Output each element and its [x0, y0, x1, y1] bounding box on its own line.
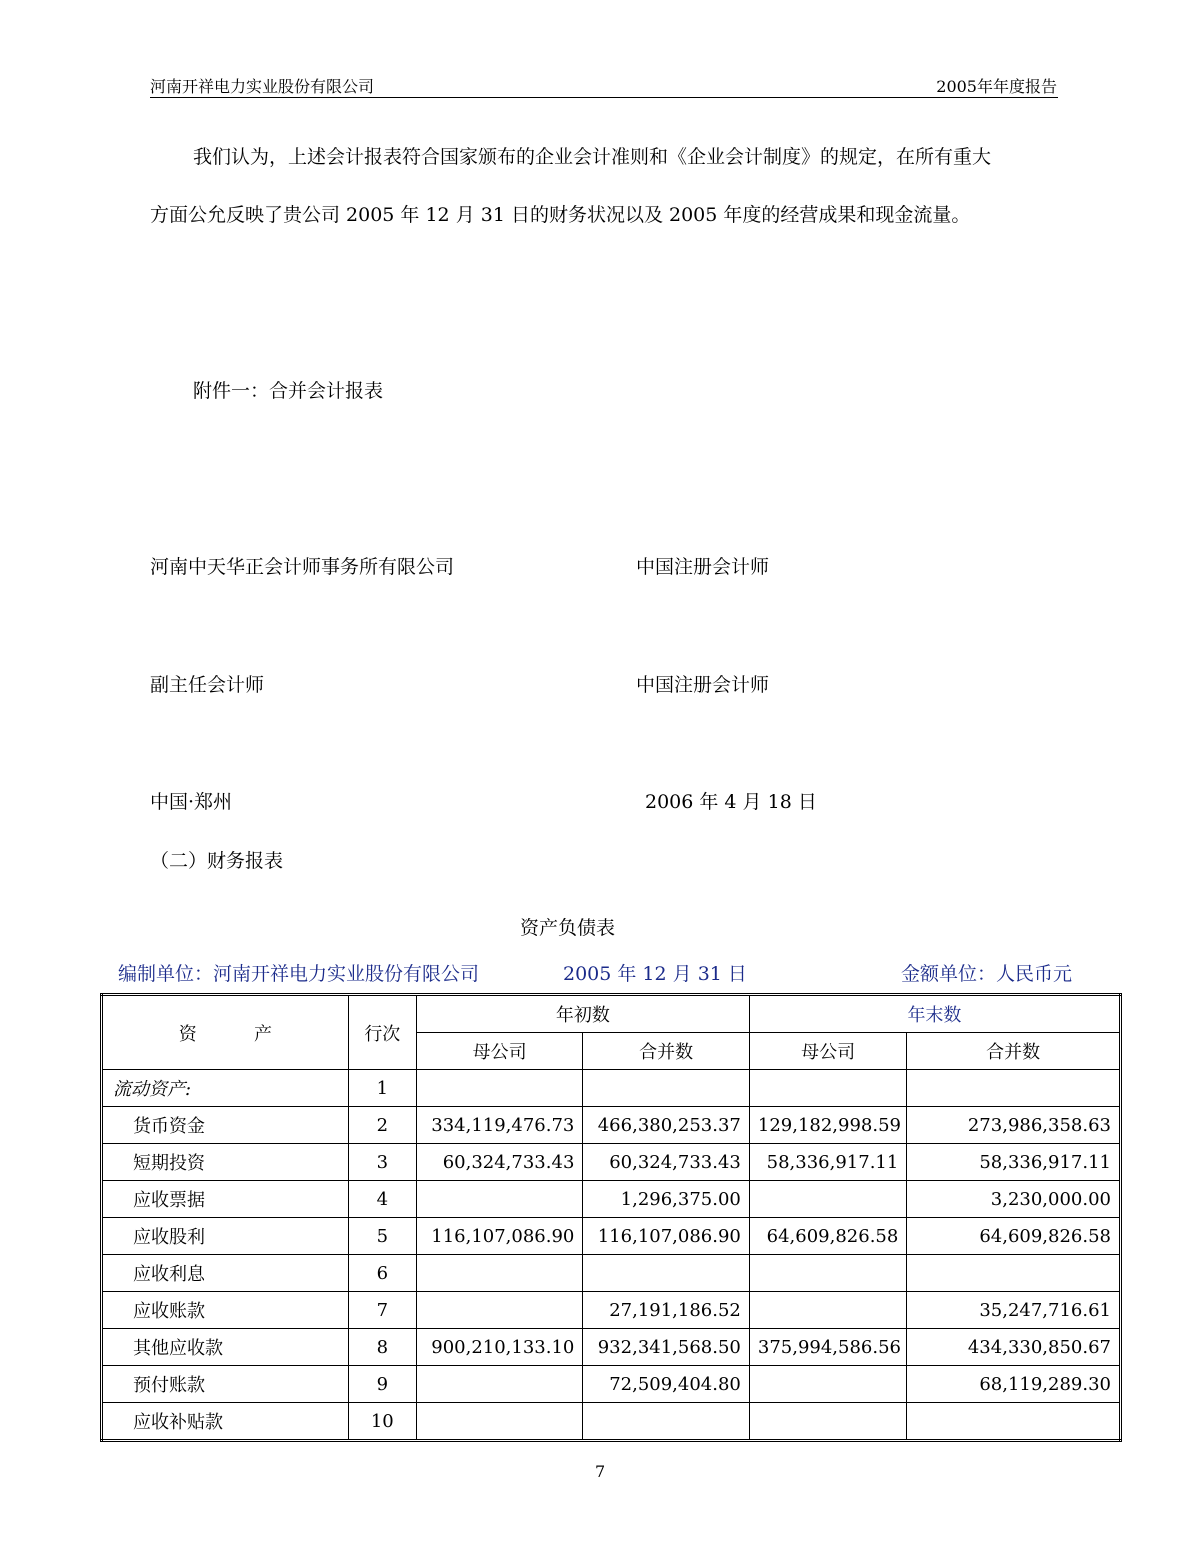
begin-parent-value — [416, 1181, 582, 1218]
end-parent-value: 129,182,998.59 — [749, 1107, 906, 1144]
end-consol-value — [907, 1070, 1121, 1107]
row-item-name: 货币资金 — [102, 1107, 349, 1144]
end-consol-value: 64,609,826.58 — [907, 1218, 1121, 1255]
cpa-label-2: 中国注册会计师 — [636, 674, 770, 696]
table-row — [102, 1218, 1121, 1255]
row-number: 4 — [348, 1181, 416, 1218]
table-row — [102, 1292, 1121, 1329]
end-parent-value — [749, 1366, 906, 1403]
begin-consol-value: 466,380,253.37 — [583, 1107, 749, 1144]
col-header-asset: 资 产 — [102, 995, 349, 1070]
begin-consol-value — [583, 1070, 749, 1107]
begin-consol-value: 1,296,375.00 — [583, 1181, 749, 1218]
end-parent-value: 64,609,826.58 — [749, 1218, 906, 1255]
end-consol-value: 273,986,358.63 — [907, 1107, 1121, 1144]
row-item-name: 其他应收款 — [102, 1329, 349, 1366]
row-item-name: 应收补贴款 — [102, 1403, 349, 1441]
row-item-name: 应收股利 — [102, 1218, 349, 1255]
begin-parent-value — [416, 1255, 582, 1292]
begin-consol-value: 27,191,186.52 — [583, 1292, 749, 1329]
row-number: 5 — [348, 1218, 416, 1255]
report-date: 2005 年 12 月 31 日 — [563, 963, 747, 985]
deputy-director-label: 副主任会计师 — [150, 674, 265, 696]
row-number: 10 — [348, 1403, 416, 1441]
end-consol-value: 68,119,289.30 — [907, 1366, 1121, 1403]
opinion-line-2: 方面公允反映了贵公司 2005 年 12 月 31 日的财务状况以及 2005 年度的经营成果和现金流量。 — [150, 204, 971, 226]
signing-date: 2006 年 4 月 18 日 — [645, 791, 817, 813]
row-item-name: 短期投资 — [102, 1144, 349, 1181]
end-consol-value: 3,230,000.00 — [907, 1181, 1121, 1218]
row-number: 7 — [348, 1292, 416, 1329]
end-parent-value — [749, 1292, 906, 1329]
table-row — [102, 1070, 1121, 1107]
subheader-end-parent: 母公司 — [749, 1033, 906, 1070]
table-row — [102, 1107, 1121, 1144]
row-item-name: 应收账款 — [102, 1292, 349, 1329]
row-item-name: 应收利息 — [102, 1255, 349, 1292]
cpa-label-1: 中国注册会计师 — [636, 556, 770, 578]
begin-parent-value: 900,210,133.10 — [416, 1329, 582, 1366]
row-number: 3 — [348, 1144, 416, 1181]
header-divider — [150, 97, 1058, 98]
end-consol-value — [907, 1255, 1121, 1292]
end-consol-value: 35,247,716.61 — [907, 1292, 1121, 1329]
row-number: 8 — [348, 1329, 416, 1366]
end-consol-value: 58,336,917.11 — [907, 1144, 1121, 1181]
row-number: 9 — [348, 1366, 416, 1403]
col-header-row-no: 行次 — [348, 995, 416, 1070]
end-parent-value — [749, 1070, 906, 1107]
header-report-title: 2005年年度报告 — [936, 77, 1057, 96]
row-item-name: 应收票据 — [102, 1181, 349, 1218]
col-header-begin: 年初数 — [416, 995, 749, 1033]
begin-consol-value: 932,341,568.50 — [583, 1329, 749, 1366]
signing-location: 中国·郑州 — [150, 791, 233, 813]
row-number: 2 — [348, 1107, 416, 1144]
begin-parent-value — [416, 1366, 582, 1403]
begin-parent-value: 60,324,733.43 — [416, 1144, 582, 1181]
end-parent-value: 58,336,917.11 — [749, 1144, 906, 1181]
end-parent-value — [749, 1403, 906, 1441]
table-row — [102, 1403, 1121, 1441]
balance-sheet-table — [100, 993, 1122, 1442]
begin-parent-value — [416, 1292, 582, 1329]
row-number: 1 — [348, 1070, 416, 1107]
subheader-begin-parent: 母公司 — [416, 1033, 582, 1070]
subheader-begin-consol: 合并数 — [583, 1033, 749, 1070]
col-header-end: 年末数 — [749, 995, 1120, 1033]
begin-parent-value — [416, 1403, 582, 1441]
end-consol-value: 434,330,850.67 — [907, 1329, 1121, 1366]
page-number: 7 — [595, 1462, 606, 1481]
balance-sheet-title: 资产负债表 — [520, 917, 616, 939]
table-row — [102, 1181, 1121, 1218]
table-row — [102, 1329, 1121, 1366]
end-parent-value — [749, 1255, 906, 1292]
header-company: 河南开祥电力实业股份有限公司 — [150, 77, 375, 96]
opinion-line-1: 我们认为，上述会计报表符合国家颁布的企业会计准则和《企业会计制度》的规定，在所有重大 — [193, 146, 992, 168]
row-item-name: 预付账款 — [102, 1366, 349, 1403]
begin-consol-value — [583, 1403, 749, 1441]
row-item-name: 流动资产: — [102, 1070, 349, 1107]
audit-firm-name: 河南中天华正会计师事务所有限公司 — [150, 556, 455, 578]
table-row — [102, 1366, 1121, 1403]
begin-parent-value: 334,119,476.73 — [416, 1107, 582, 1144]
currency-unit: 金额单位：人民币元 — [901, 963, 1073, 985]
table-row — [102, 1255, 1121, 1292]
attachment-label: 附件一：合并会计报表 — [193, 380, 384, 402]
begin-parent-value: 116,107,086.90 — [416, 1218, 582, 1255]
table-row — [102, 1144, 1121, 1181]
preparer-unit: 编制单位：河南开祥电力实业股份有限公司 — [118, 963, 480, 985]
begin-consol-value: 72,509,404.80 — [583, 1366, 749, 1403]
end-parent-value: 375,994,586.56 — [749, 1329, 906, 1366]
end-parent-value — [749, 1181, 906, 1218]
row-number: 6 — [348, 1255, 416, 1292]
begin-consol-value — [583, 1255, 749, 1292]
begin-consol-value: 60,324,733.43 — [583, 1144, 749, 1181]
section-title: （二）财务报表 — [150, 850, 284, 872]
begin-parent-value — [416, 1070, 582, 1107]
begin-consol-value: 116,107,086.90 — [583, 1218, 749, 1255]
subheader-end-consol: 合并数 — [907, 1033, 1121, 1070]
end-consol-value — [907, 1403, 1121, 1441]
